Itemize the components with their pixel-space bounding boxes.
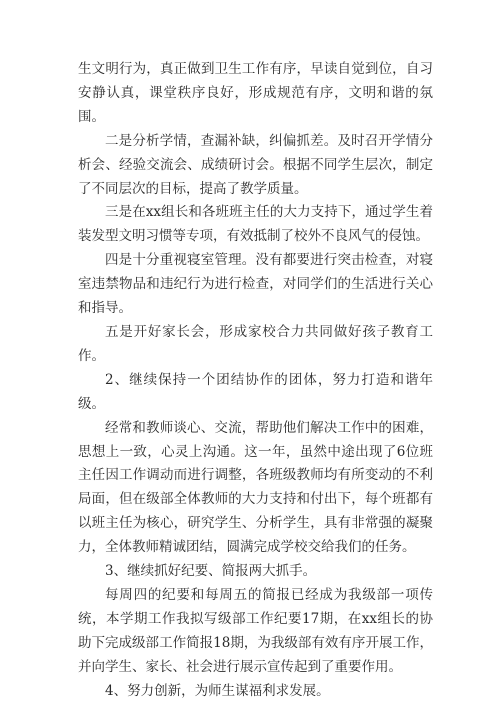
document-body <box>78 58 433 703</box>
paragraph-support: 三是在xx组长和各班班主任的大力支持下，通过学生着装发型文明习惯等专项，有效抵制了校外不良风气的侵蚀。 <box>78 204 433 245</box>
section-heading-3: 3、继续抓好纪要、简报两大抓手。 <box>105 563 317 580</box>
paragraph-parents-meeting: 五是开好家长会，形成家校合力共同做好孩子教育工作。 <box>78 323 433 364</box>
paragraph-continuation: 生文明行为，真正做到卫生工作有序，早读自觉到位，自习安静认真，课堂秩序良好，形成规范有序，文明和谐的氛围。 <box>78 61 433 125</box>
paragraph-teachers: 经常和教师谈心、交流，帮助他们解决工作中的困难，思想上一致，心灵上沟通。这一年，虽然中途出现了6位班主任因工作调动而进行调整，各班级教师均有所变动的不利局面，但在级部全体教师的大力支持和付出下，每个班都有以班主任为核心，研究学生、分析学生，具有非常强的凝聚力，全体教师精诚团结，圆满完成学校交给我们的任务。 <box>78 419 433 556</box>
section-heading-2: 2、继续保持一个团结协作的团体，努力打造和谐年级。 <box>78 371 433 412</box>
paragraph-analysis: 二是分析学情，查漏补缺，纠偏抓差。及时召开学情分析会、经验交流会、成绩研讨会。根据不同学生层次，制定了不同层次的目标，提高了教学质量。 <box>78 132 433 197</box>
paragraph-briefings: 每周四的纪要和每周五的简报已经成为我级部一项传统，本学期工作我拟写级部工作纪要17期，在xx组长的协助下完成级部工作简报18期，为我级部有效有序开展工作，并向学生、家长、社会进行展示宣传起到了重要作用。 <box>78 586 433 675</box>
paragraph-dormitory: 四是十分重视寝室管理。没有都要进行突击检查，对寝室违禁物品和违纪行为进行检查，对同学们的生活进行关心和指导。 <box>78 252 433 317</box>
section-heading-4: 4、努力创新，为师生谋福利求发展。 <box>105 682 330 699</box>
